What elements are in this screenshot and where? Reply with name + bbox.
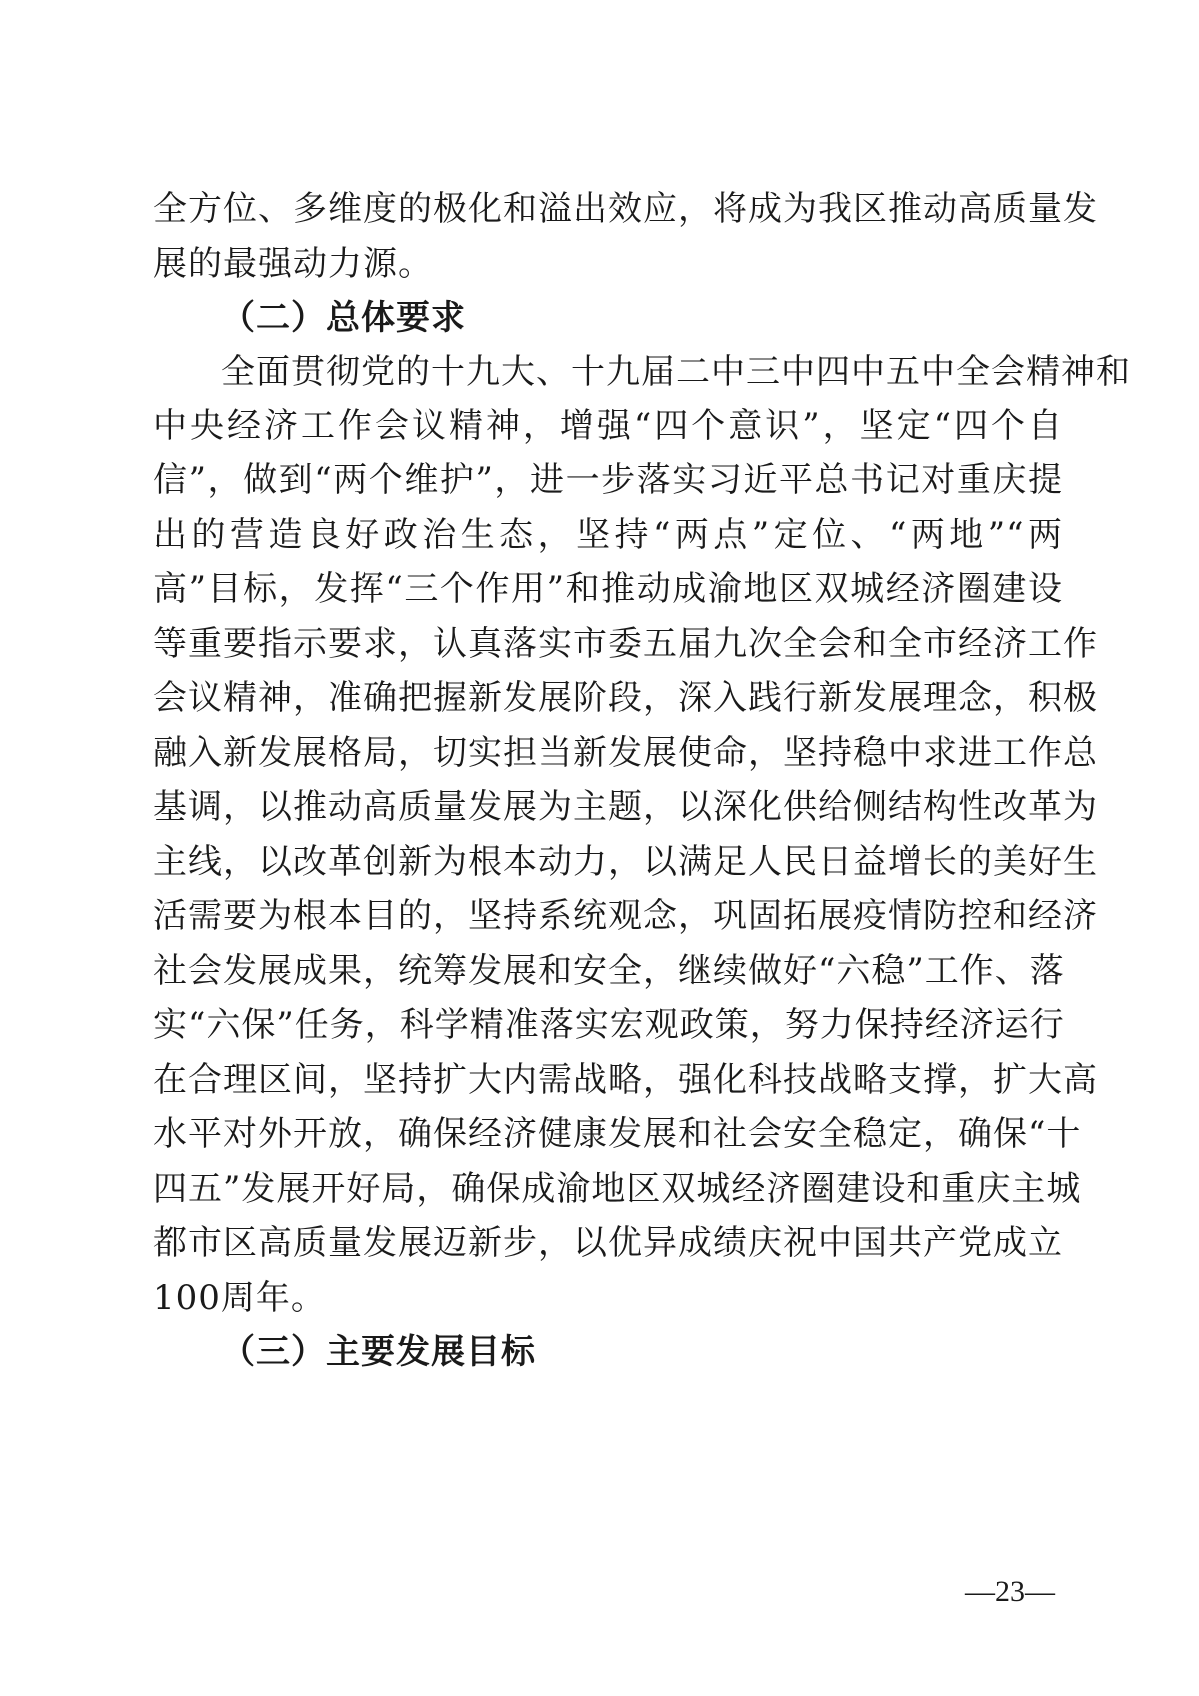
paragraph-line: 活需要为根本目的，坚持系统观念，巩固拓展疫情防控和经济: [153, 896, 1098, 936]
paragraph-line: 在合理区间，坚持扩大内需战略，强化科技战略支撑，扩大高: [153, 1060, 1098, 1100]
paragraph-line: 社会发展成果，统筹发展和安全，继续做好“六稳”工作、落: [153, 951, 1065, 991]
paragraph-line: 融入新发展格局，切实担当新发展使命，坚持稳中求进工作总: [153, 733, 1098, 773]
paragraph-line: 四五”发展开好局，确保成渝地区双城经济圈建设和重庆主城: [153, 1169, 1082, 1209]
paragraph-line: 会议精神，准确把握新发展阶段，深入践行新发展理念，积极: [153, 678, 1098, 718]
section-heading-overall-requirements: （二）总体要求: [221, 298, 466, 338]
paragraph-line: 等重要指示要求，认真落实市委五届九次全会和全市经济工作: [153, 624, 1098, 664]
paragraph-line: 高”目标，发挥“三个作用”和推动成渝地区双城经济圈建设: [153, 569, 1063, 609]
paragraph-line: 100周年。: [153, 1278, 326, 1318]
paragraph-line: 全面贯彻党的十九大、十九届二中三中四中五中全会精神和: [221, 352, 1131, 392]
paragraph-line: 基调，以推动高质量发展为主题，以深化供给侧结构性改革为: [153, 787, 1098, 827]
intro-line: 展的最强动力源。: [153, 244, 433, 284]
paragraph-line: 实“六保”任务，科学精准落实宏观政策，努力保持经济运行: [153, 1005, 1065, 1045]
paragraph-line: 主线，以改革创新为根本动力，以满足人民日益增长的美好生: [153, 842, 1098, 882]
paragraph-line: 出的营造良好政治生态，坚持“两点”定位、“两地”“两: [153, 515, 1063, 555]
paragraph-line: 信”，做到“两个维护”，进一步落实习近平总书记对重庆提: [153, 460, 1063, 500]
paragraph-line: 中央经济工作会议精神，增强“四个意识”，坚定“四个自: [153, 406, 1063, 446]
intro-line: 全方位、多维度的极化和溢出效应，将成为我区推动高质量发: [153, 189, 1098, 229]
paragraph-line: 水平对外开放，确保经济健康发展和社会安全稳定，确保“十: [153, 1114, 1082, 1154]
paragraph-line: 都市区高质量发展迈新步，以优异成绩庆祝中国共产党成立: [153, 1223, 1063, 1263]
page-number: —23—: [965, 1575, 1055, 1608]
section-heading-main-development-goals: （三）主要发展目标: [221, 1332, 536, 1372]
